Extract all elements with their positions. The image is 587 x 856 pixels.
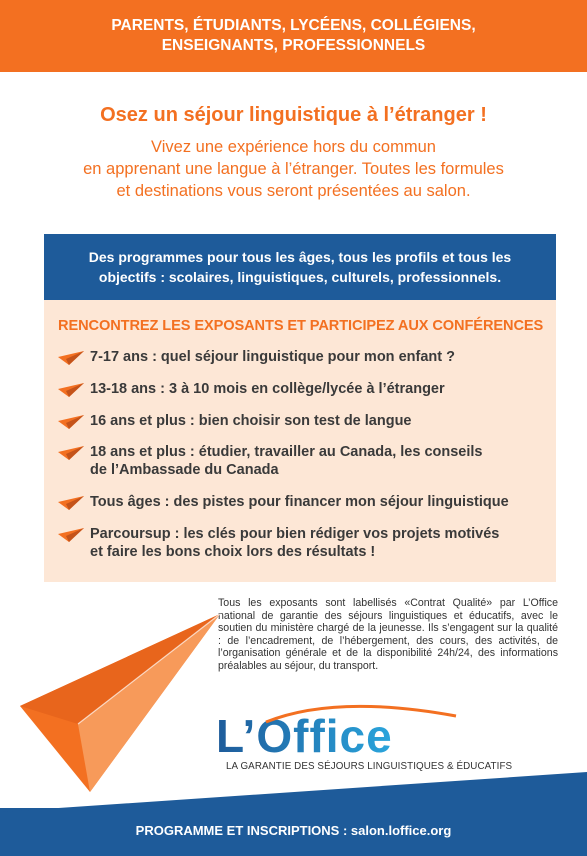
programs-band: [44, 234, 556, 300]
conference-item-line-1: Parcoursup : les clés pour bien rédiger vos projets motivés: [90, 526, 500, 542]
footer-text[interactable]: PROGRAMME ET INSCRIPTIONS : salon.loffice.org: [135, 823, 452, 838]
intro-line-2: en apprenant une langue à l’étranger. Toutes les formules: [83, 160, 504, 178]
conferences-box: [44, 300, 556, 582]
intro-text: [40, 136, 547, 202]
programs-line-2: objectifs : scolaires, linguistiques, culturels, professionnels.: [98, 269, 502, 285]
conference-item: [58, 443, 548, 479]
intro-line-1: Vivez une expérience hors du commun: [151, 138, 436, 156]
conference-item: [58, 412, 548, 430]
conference-item-line-1: 16 ans et plus : bien choisir son test de langue: [90, 413, 412, 429]
logo-tagline: LA GARANTIE DES SÉJOURS LINGUISTIQUES & ÉDUCATIFS: [226, 761, 513, 772]
conference-item-line-1: 13-18 ans : 3 à 10 mois en collège/lycée à l’étranger: [90, 381, 445, 397]
banner-line-2: ENSEIGNANTS, PROFESSIONNELS: [161, 37, 426, 54]
conferences-list: [44, 300, 556, 582]
paper-plane-icon: [58, 528, 84, 542]
conference-item: [58, 493, 548, 511]
conference-item: [58, 380, 548, 398]
top-banner: [0, 0, 587, 72]
paper-plane-icon: [20, 606, 235, 792]
banner-line-1: PARENTS, ÉTUDIANTS, LYCÉENS, COLLÉGIENS,: [111, 17, 476, 34]
paper-plane-icon: [58, 383, 84, 397]
paper-plane-icon: [58, 446, 84, 460]
paper-plane-icon: [58, 496, 84, 510]
conference-item-line-1: Tous âges : des pistes pour financer mon séjour linguistique: [90, 494, 509, 510]
paper-plane-icon: [58, 415, 84, 429]
intro-line-3: et destinations vous seront présentées au salon.: [116, 182, 471, 200]
conference-item-line-2: de l’Ambassade du Canada: [90, 462, 279, 478]
headline: Osez un séjour linguistique à l’étranger !: [100, 104, 487, 126]
paper-plane-icon: [58, 351, 84, 365]
conferences-title: RENCONTREZ LES EXPOSANTS ET PARTICIPEZ AUX CONFÉRENCES: [58, 318, 544, 334]
conference-item: [58, 525, 548, 561]
footer-wedge: [0, 772, 587, 812]
programs-line-1: Des programmes pour tous les âges, tous les profils et tous les: [88, 249, 512, 265]
logo-text: L’Office: [216, 710, 393, 762]
footer-band: [0, 808, 587, 856]
conference-item-line-1: 7-17 ans : quel séjour linguistique pour mon enfant ?: [90, 349, 455, 365]
quality-statement: Tous les exposants sont labellisés «Contrat Qualité» par L’Office national de garantie des séjours linguistiques et éducatifs, avec le soutien du ministère chargé de la jeunesse. Ils s’engagent sur la qualité : de l’encadrement, de l’hébergement, des cours, des activités, de l’organisation générale et de la disponibilité 24h/24, des informations préalables au séjour, du transport.: [218, 597, 558, 672]
conference-item-line-2: et faire les bons choix lors des résultats !: [90, 544, 376, 560]
conference-item: [58, 348, 548, 366]
conference-item-line-1: 18 ans et plus : étudier, travailler au Canada, les conseils: [90, 444, 483, 460]
